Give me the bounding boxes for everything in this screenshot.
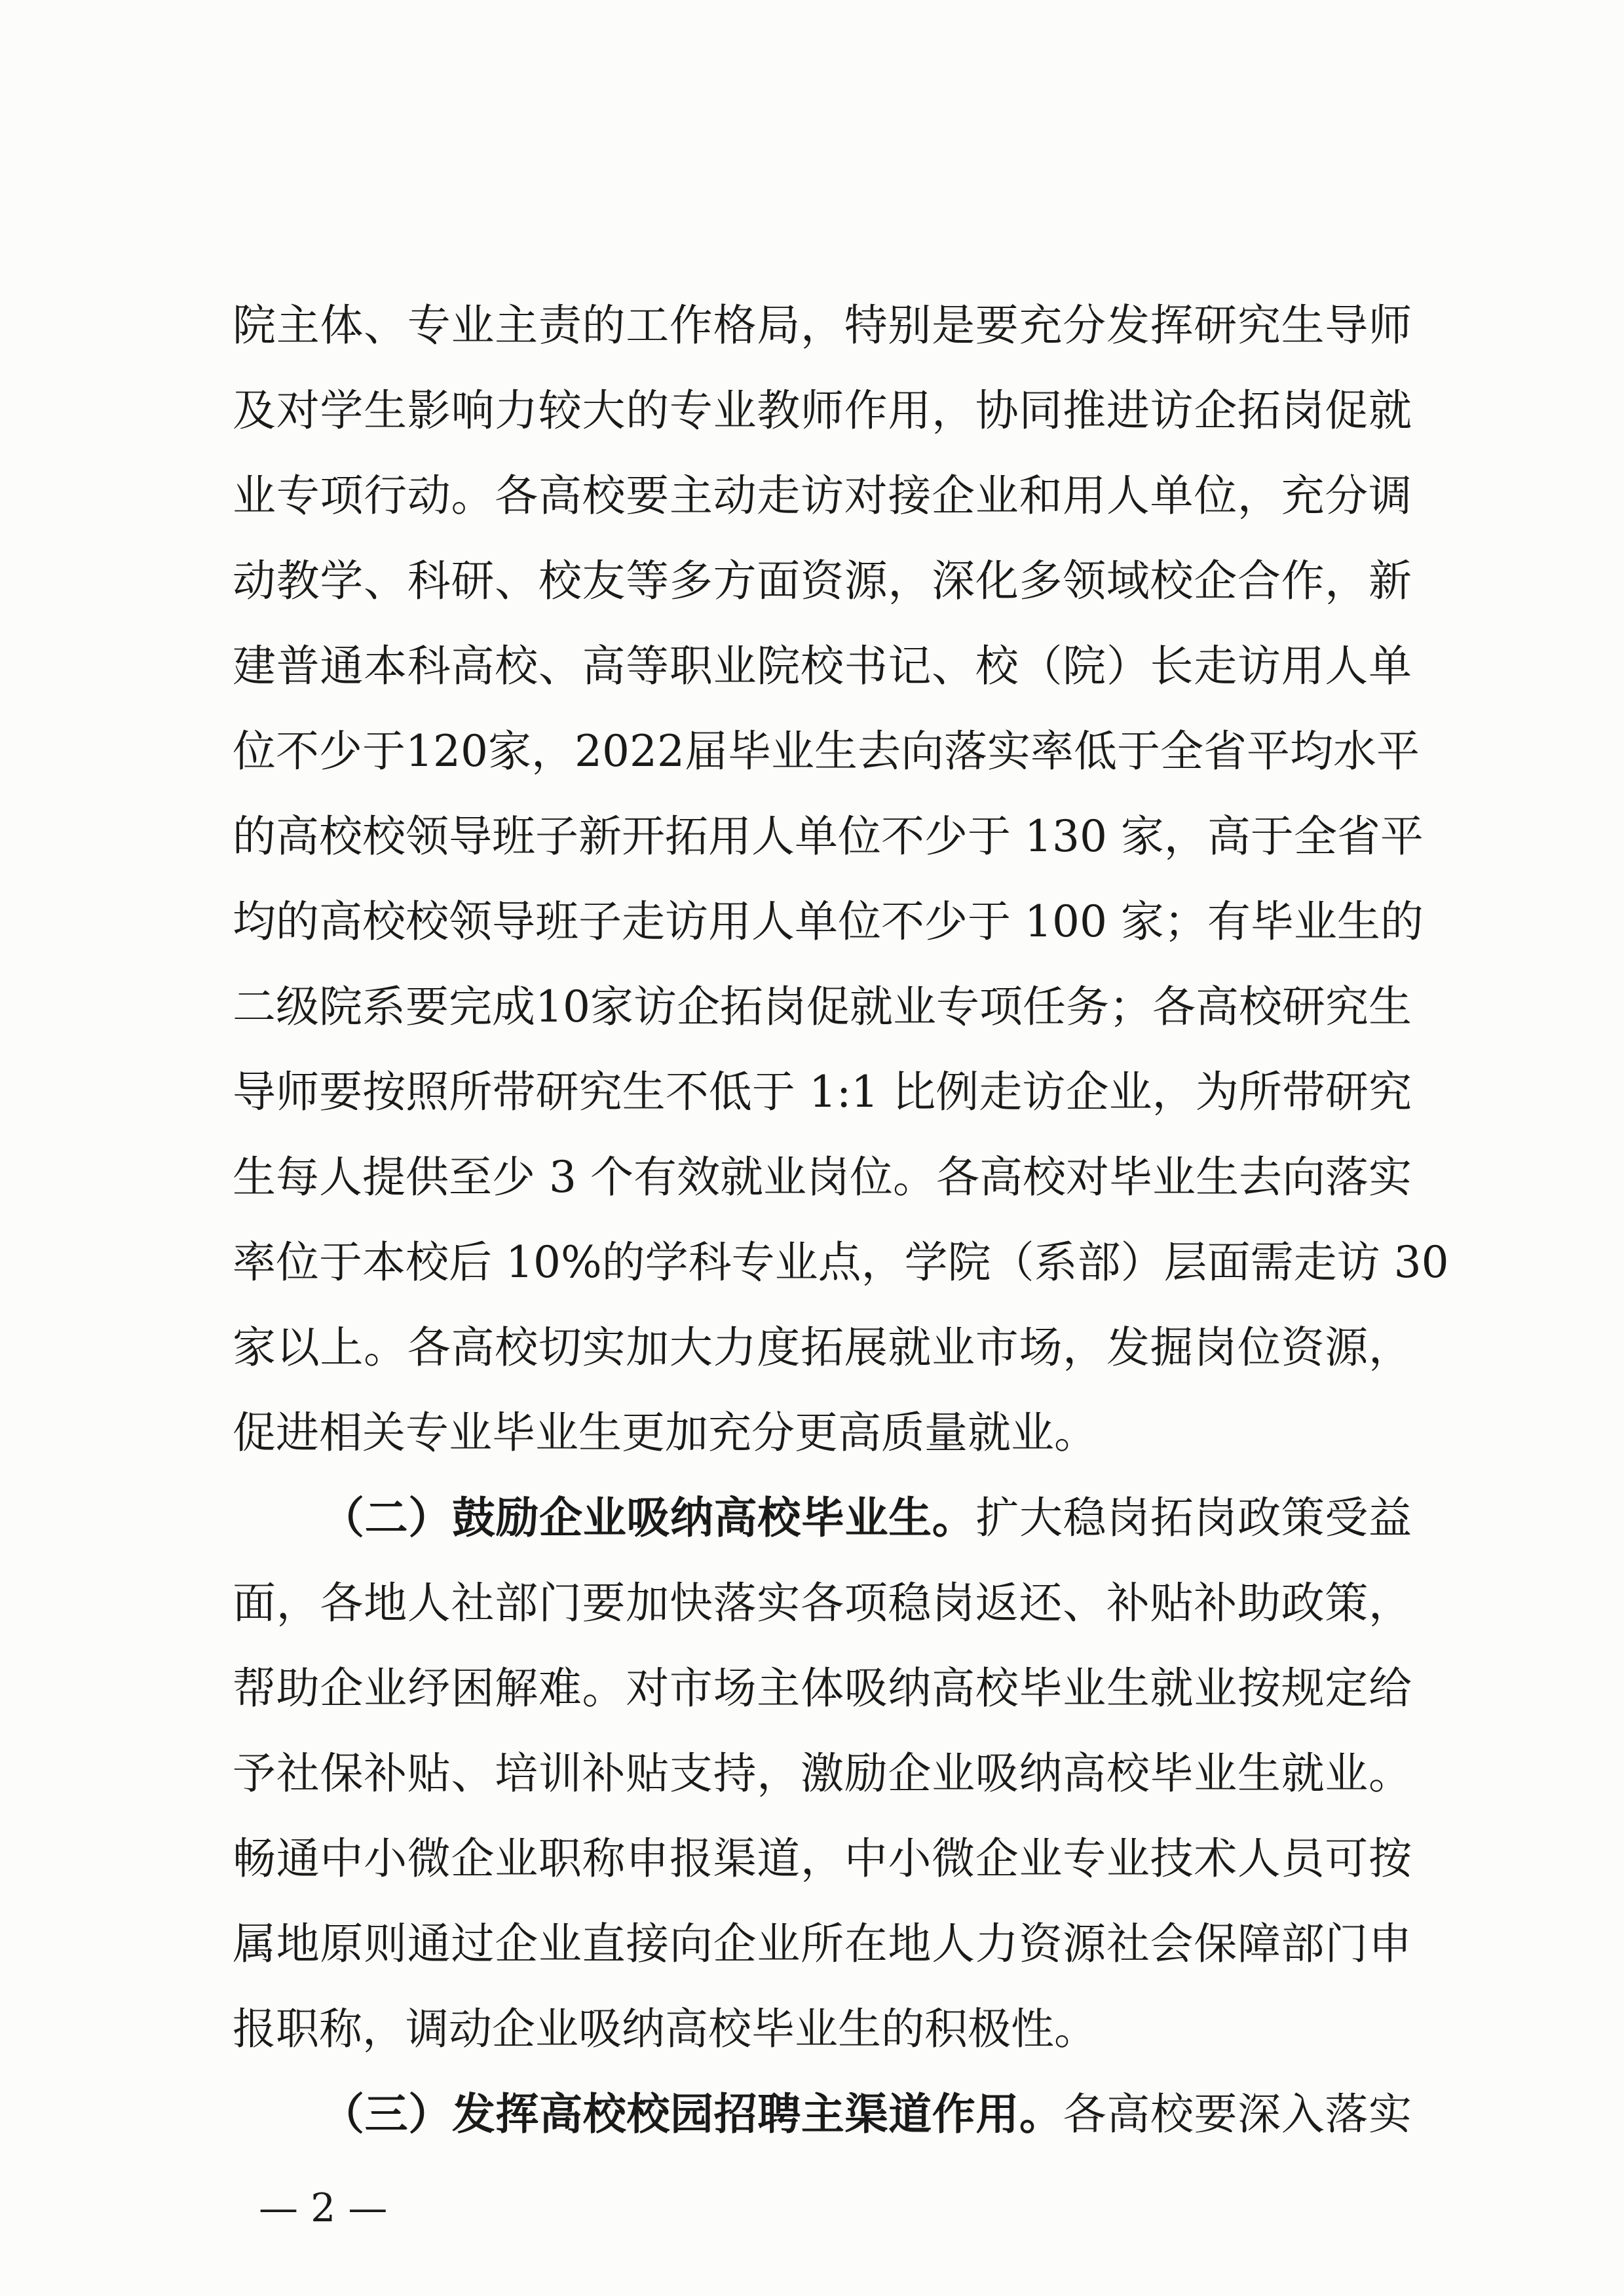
section-text: 各高校要深入落实 [1063, 2089, 1412, 2139]
paragraph-line: 属地原则通过企业直接向企业所在地人力资源社会保障部门申 [233, 1919, 1412, 1969]
paragraph-line: 报职称，调动企业吸纳高校毕业生的积极性。 [233, 2004, 1097, 2054]
paragraph-line: 畅通中小微企业职称申报渠道，中小微企业专业技术人员可按 [233, 1833, 1412, 1884]
section-heading: （二）鼓励企业吸纳高校毕业生。 [321, 1493, 976, 1543]
section-heading: （三）发挥高校校园招聘主渠道作用。 [321, 2089, 1063, 2139]
section-text: 扩大稳岗拓岗政策受益 [975, 1493, 1412, 1543]
paragraph-line: 动教学、科研、校友等多方面资源，深化多领域校企合作，新 [233, 556, 1412, 606]
paragraph-line: 予社保补贴、培训补贴支持，激励企业吸纳高校毕业生就业。 [233, 1748, 1412, 1799]
paragraph-line: 促进相关专业毕业生更加充分更高质量就业。 [233, 1407, 1097, 1458]
page-number: — 2 — [259, 2185, 388, 2231]
paragraph-line: 建普通本科高校、高等职业院校书记、校（院）长走访用人单 [233, 641, 1412, 691]
paragraph-line: 及对学生影响力较大的专业教师作用，协同推进访企拓岗促就 [233, 385, 1412, 436]
paragraph-line: 业专项行动。各高校要主动走访对接企业和用人单位，充分调 [233, 470, 1412, 521]
section-first-line [321, 1476, 1412, 1561]
paragraph-line: 均的高校校领导班子走访用人单位不少于 100 家；有毕业生的 [233, 896, 1424, 947]
paragraph-line: 生每人提供至少 3 个有效就业岗位。各高校对毕业生去向落实 [233, 1152, 1412, 1202]
paragraph-line: 院主体、专业主责的工作格局，特别是要充分发挥研究生导师 [233, 300, 1412, 351]
paragraph-line: 面，各地人社部门要加快落实各项稳岗返还、补贴补助政策， [233, 1578, 1412, 1628]
paragraph-line: 的高校校领导班子新开拓用人单位不少于 130 家，高于全省平 [233, 811, 1424, 862]
paragraph-line: 率位于本校后 10%的学科专业点，学院（系部）层面需走访 30 [233, 1237, 1449, 1288]
paragraph-line: 家以上。各高校切实加大力度拓展就业市场，发掘岗位资源， [233, 1322, 1412, 1373]
paragraph-line: 帮助企业纾困解难。对市场主体吸纳高校毕业生就业按规定给 [233, 1663, 1412, 1713]
paragraph-line: 位不少于120家，2022届毕业生去向落实率低于全省平均水平 [233, 726, 1420, 776]
paragraph-line: 导师要按照所带研究生不低于 1:1 比例走访企业，为所带研究 [233, 1067, 1412, 1117]
section-first-line [321, 2072, 1412, 2157]
paragraph-line: 二级院系要完成10家访企拓岗促就业专项任务；各高校研究生 [233, 982, 1412, 1032]
